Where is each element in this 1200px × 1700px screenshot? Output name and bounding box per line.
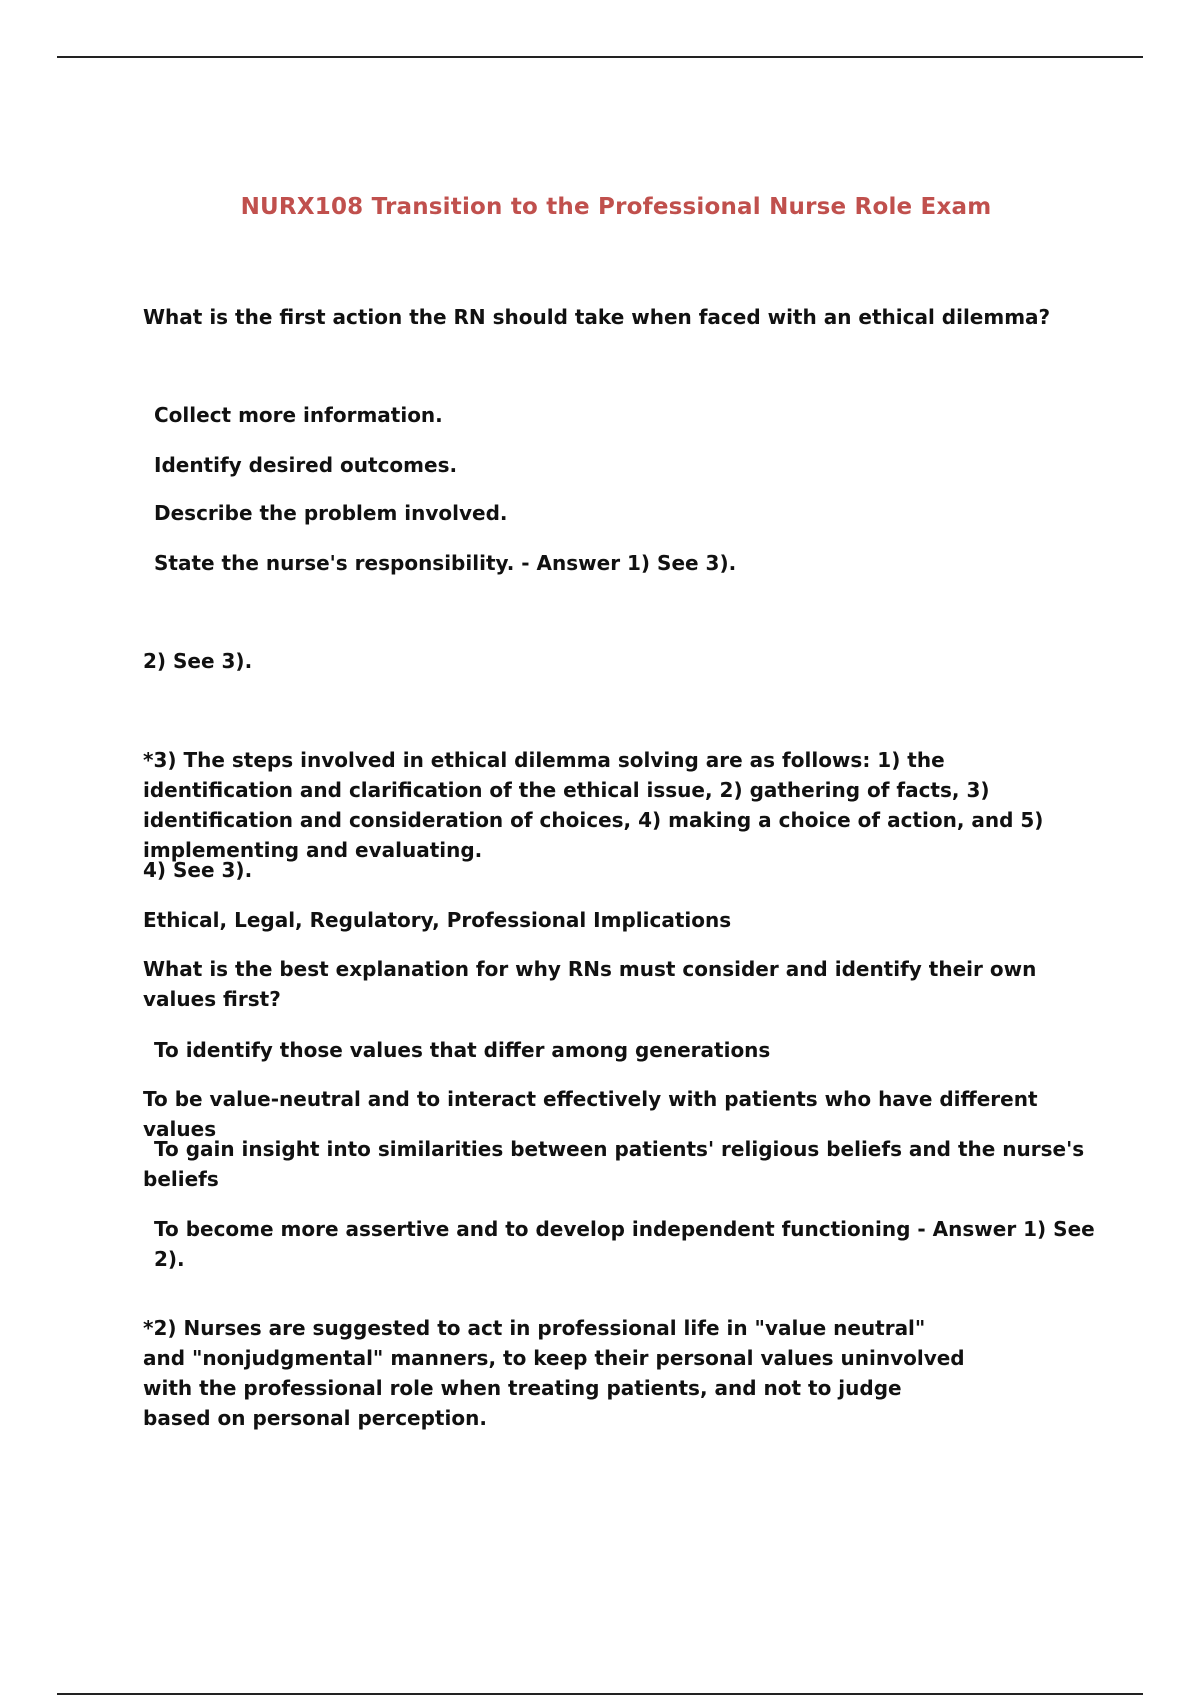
rationale-1-item-3: *3) The steps involved in ethical dilemma solving are as follows: 1) the identification and clarification of the ethical issue, 2) gathering of facts, 3) identification and consideration of choices, 4) making a choice of action, and 5) implementing and evaluating. bbox=[143, 748, 1044, 862]
footer-rule bbox=[57, 1693, 1143, 1695]
option-2a: To identify those values that differ among generations bbox=[154, 1038, 771, 1062]
option-2d-answer: To become more assertive and to develop independent functioning - Answer 1) See 2). bbox=[154, 1217, 1095, 1271]
rationale-1-item-4: 4) See 3). bbox=[143, 858, 253, 882]
option-2c: To gain insight into similarities between patients' religious beliefs and the nurse's beliefs bbox=[143, 1137, 1085, 1191]
option-1d-answer: State the nurse's responsibility. - Answer 1) See 3). bbox=[154, 551, 737, 575]
document-title: NURX108 Transition to the Professional Nurse Role Exam bbox=[240, 194, 992, 220]
category-label: Ethical, Legal, Regulatory, Professional Implications bbox=[143, 908, 732, 932]
rationale-1-item-2: 2) See 3). bbox=[143, 649, 253, 673]
option-2b: To be value-neutral and to interact effectively with patients who have different values bbox=[143, 1087, 1038, 1141]
option-1b: Identify desired outcomes. bbox=[154, 453, 458, 477]
header-rule bbox=[57, 56, 1143, 58]
question-1: What is the first action the RN should take when faced with an ethical dilemma? bbox=[143, 305, 1051, 329]
rationale-2: *2) Nurses are suggested to act in professional life in "value neutral" and "nonjudgmental" manners, to keep their personal values uninvolved with the professional role when treating patients, and not to judge based on personal perception. bbox=[143, 1316, 965, 1430]
option-1a: Collect more information. bbox=[154, 403, 443, 427]
option-1c: Describe the problem involved. bbox=[154, 501, 508, 525]
question-2: What is the best explanation for why RNs must consider and identify their own values first? bbox=[143, 957, 1037, 1011]
